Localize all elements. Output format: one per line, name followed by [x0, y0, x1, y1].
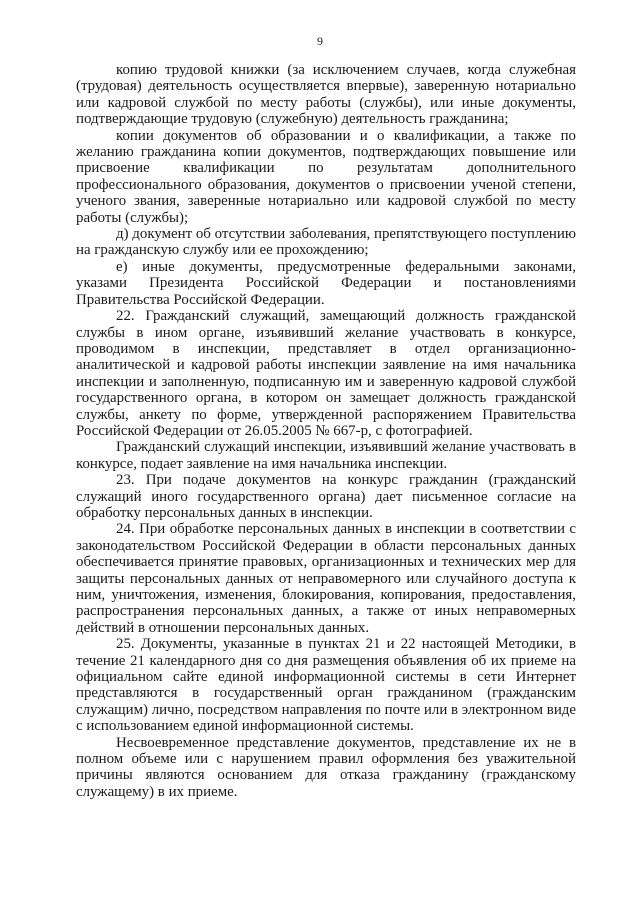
- paragraph-clause-22: 22. Гражданский служащий, замещающий должность гражданской службы в ином органе, изъявивший желание участвовать в конкурсе, проводимом в инспекции, представляет в отдел организационно-аналитической и кадровой работы инспекции заявление на имя начальника инспекции и заполненную, подписанную им и заверенную кадровой службой государственного органа, в котором он замещает должность гражданской службы, анкету по форме, утвержденной распоряжением Правительства Российской Федерации от 26.05.2005 № 667-р, с фотографией.: [76, 308, 576, 439]
- paragraph-refusal-grounds: Несвоевременное представление документов, представление их не в полном объеме или с нарушением правил оформления без уважительной причины являются основанием для отказа гражданину (гражданскому служащему) в их приеме.: [76, 734, 576, 800]
- document-body: [76, 62, 576, 800]
- paragraph-work-book-copy: копию трудовой книжки (за исключением случаев, когда служебная (трудовая) деятельность осуществляется впервые), заверенную нотариально или кадровой службой по месту работы (службы), или иные документы, подтверждающие трудовую (служебную) деятельность гражданина;: [76, 62, 576, 128]
- page-number: 9: [317, 34, 323, 48]
- paragraph-item-e-other-docs: е) иные документы, предусмотренные федеральными законами, указами Президента Российской Федерации и постановлениями Правительства Российской Федерации.: [76, 258, 576, 308]
- paragraph-item-d-medical: д) документ об отсутствии заболевания, препятствующего поступлению на гражданскую службу или ее прохождению;: [76, 226, 576, 259]
- paragraph-clause-24: 24. При обработке персональных данных в инспекции в соответствии с законодательством Российской Федерации в области персональных данных обеспечивается принятие правовых, организационных и технических мер для защиты персональных данных от неправомерного или случайного доступа к ним, уничтожения, изменения, блокирования, копирования, предоставления, распространения персональных данных, а также от иных неправомерных действий в отношении персональных данных.: [76, 521, 576, 636]
- paragraph-clause-25: 25. Документы, указанные в пунктах 21 и 22 настоящей Методики, в течение 21 календарного дня со дня размещения объявления об их приеме на официальном сайте единой информационной системы в сети Интернет представляются в государственный орган гражданином (гражданским служащим) лично, посредством направления по почте или в электронном виде с использованием единой информационной системы.: [76, 636, 576, 735]
- paragraph-education-copies: копии документов об образовании и о квалификации, а также по желанию гражданина копии документов, подтверждающих повышение или присвоение квалификации по результатам дополнительного профессионального образования, документов о присвоении ученой степени, ученого звания, заверенные нотариально или кадровой службой по месту работы (службы);: [76, 127, 576, 226]
- paragraph-clause-23: 23. При подаче документов на конкурс гражданин (гражданский служащий иного государственного органа) дает письменное согласие на обработку персональных данных в инспекции.: [76, 472, 576, 521]
- paragraph-inspection-employee: Гражданский служащий инспекции, изъявивший желание участвовать в конкурсе, подает заявление на имя начальника инспекции.: [76, 439, 576, 472]
